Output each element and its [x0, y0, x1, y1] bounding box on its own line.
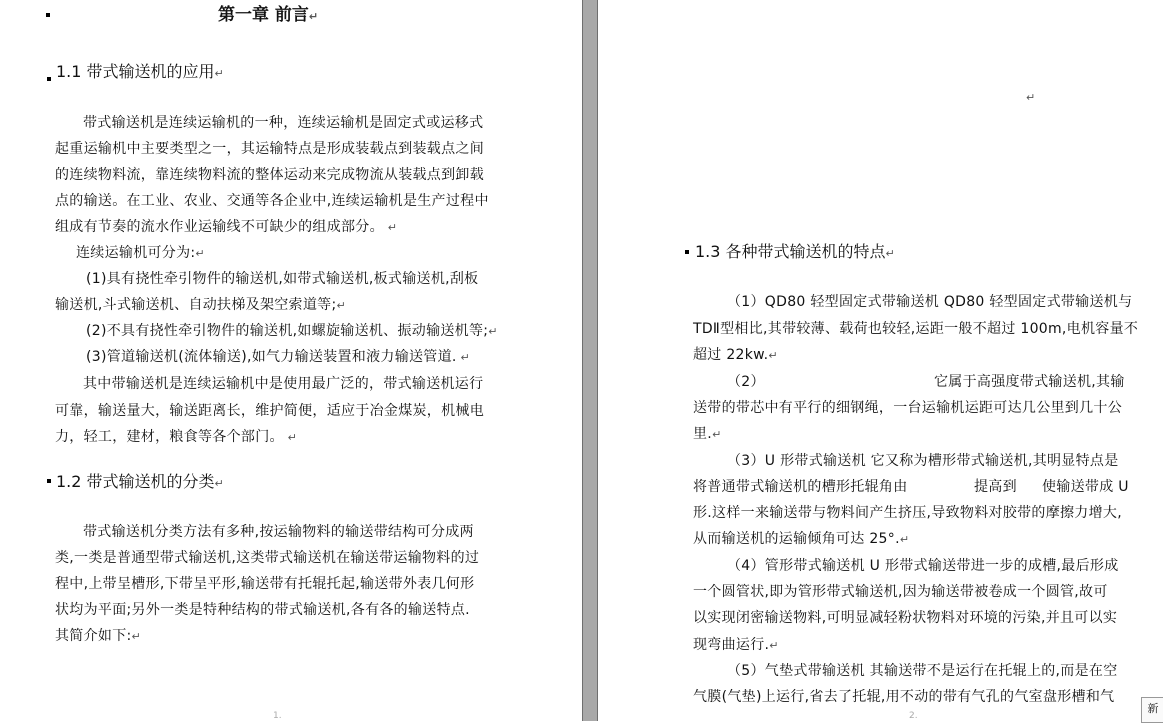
section-heading-1-3: 1.3 各种带式输送机的特点↵	[695, 242, 895, 261]
paragraph-line: 其简介如下:↵	[55, 628, 142, 644]
chapter-title: 第一章 前言↵	[218, 5, 319, 25]
paragraph-line: 力，轻工，建材，粮食等各个部门。 ↵	[55, 429, 298, 445]
paragraph-line: 带式输送机是连续运输机的一种，连续运输机是固定式或运移式	[83, 115, 484, 131]
paragraph-line: （1）QD80 轻型固定式带输送机 QD80 轻型固定式带输送机与	[727, 294, 1133, 310]
paragraph-line: 里.↵	[693, 426, 722, 442]
section-heading-1-1: 1.1 带式输送机的应用↵	[56, 62, 224, 81]
paragraph-line: 形.这样一来输送带与物料间产生挤压,导致物料对胶带的摩擦力增大,	[693, 505, 1122, 521]
paragraph-line: 程中,上带呈槽形,下带呈平形,输送带有托辊托起,输送带外表几何形	[55, 576, 475, 592]
paragraph-line: (3)管道输送机(流体输送),如气力输送装置和液力输送管道. ↵	[86, 349, 470, 365]
corner-badge[interactable]: 新	[1141, 697, 1163, 723]
paragraph-line: 起重运输机中主要类型之一，其运输特点是形成装载点到装载点之间	[55, 141, 484, 157]
paragraph-line: 的连续物料流，靠连续物料流的整体运动来完成物流从装载点到卸载	[55, 167, 484, 183]
heading-bullet	[47, 77, 51, 81]
paragraph-line: 气膜(气垫)上运行,省去了托辊,用不动的带有气孔的气室盘形槽和气	[693, 689, 1115, 705]
paragraph-line: 状均为平面;另外一类是特种结构的带式输送机,各有各的输送特点.	[55, 602, 470, 618]
paragraph-line: （2）	[727, 374, 765, 390]
paragraph-line: 使输送带成 U	[1042, 479, 1129, 495]
paragraph-line: TDⅡ型相比,其带较薄、载荷也较轻,运距一般不超过 100m,电机容量不	[693, 321, 1139, 337]
page-gap	[582, 0, 598, 721]
paragraph-line: （5）气垫式带输送机 其输送带不是运行在托辊上的,而是在空	[727, 663, 1118, 679]
paragraph-line: 点的输送。在工业、农业、交通等各企业中,连续运输机是生产过程中	[55, 193, 489, 209]
heading-bullet	[47, 479, 51, 483]
paragraph-line: （4）管形带式输送机 U 形带式输送带进一步的成槽,最后形成	[727, 558, 1119, 574]
paragraph-line: 现弯曲运行.↵	[693, 637, 779, 653]
paragraph-line: 输送机,斗式输送机、自动扶梯及架空索道等;↵	[55, 297, 346, 313]
paragraph-line: 超过 22kw.↵	[693, 347, 778, 363]
paragraph-line: (2)不具有挠性牵引物件的输送机,如螺旋输送机、振动输送机等;↵	[86, 323, 498, 339]
paragraph-line: 一个圆管状,即为管形带式输送机,因为输送带被卷成一个圆管,故可	[693, 584, 1108, 600]
paragraph-line: 可靠，输送量大，输送距离长，维护简便，适应于冶金煤炭，机械电	[55, 403, 484, 419]
paragraph-line: 将普通带式输送机的槽形托辊角由	[693, 479, 908, 495]
page-number: 1.	[273, 711, 282, 721]
paragraph-line: 它属于高强度带式输送机,其输	[934, 374, 1125, 390]
paragraph-line: 以实现闭密输送物料,可明显减轻粉状物料对环境的污染,并且可以实	[693, 610, 1118, 626]
paragraph-line: 提高到	[974, 479, 1017, 495]
paragraph-mark: ↵	[1026, 91, 1036, 104]
paragraph-line: （3）U 形带式输送机 它又称为槽形带式输送机,其明显特点是	[727, 453, 1119, 469]
document-page-right	[598, 0, 1163, 721]
paragraph-line: 带式输送机分类方法有多种,按运输物料的输送带结构可分成两	[83, 524, 474, 540]
page-number: 2.	[909, 711, 918, 721]
heading-bullet	[46, 13, 50, 17]
paragraph-line: 从而输送机的运输倾角可达 25°.↵	[693, 531, 910, 547]
document-page-left	[0, 0, 582, 721]
heading-bullet	[685, 250, 689, 254]
paragraph-line: 送带的带芯中有平行的细钢绳，一台运输机运距可达几公里到几十公	[693, 400, 1122, 416]
paragraph-line: 类,一类是普通型带式输送机,这类带式输送机在输送带运输物料的过	[55, 550, 480, 566]
paragraph-line: 其中带输送机是连续运输机中是使用最广泛的，带式输送机运行	[83, 376, 484, 392]
paragraph-line: 组成有节奏的流水作业运输线不可缺少的组成部分。 ↵	[55, 219, 398, 235]
section-heading-1-2: 1.2 带式输送机的分类↵	[56, 472, 224, 491]
paragraph-line: (1)具有挠性牵引物件的输送机,如带式输送机,板式输送机,刮板	[86, 271, 479, 287]
paragraph-line: 连续运输机可分为:↵	[76, 245, 205, 261]
